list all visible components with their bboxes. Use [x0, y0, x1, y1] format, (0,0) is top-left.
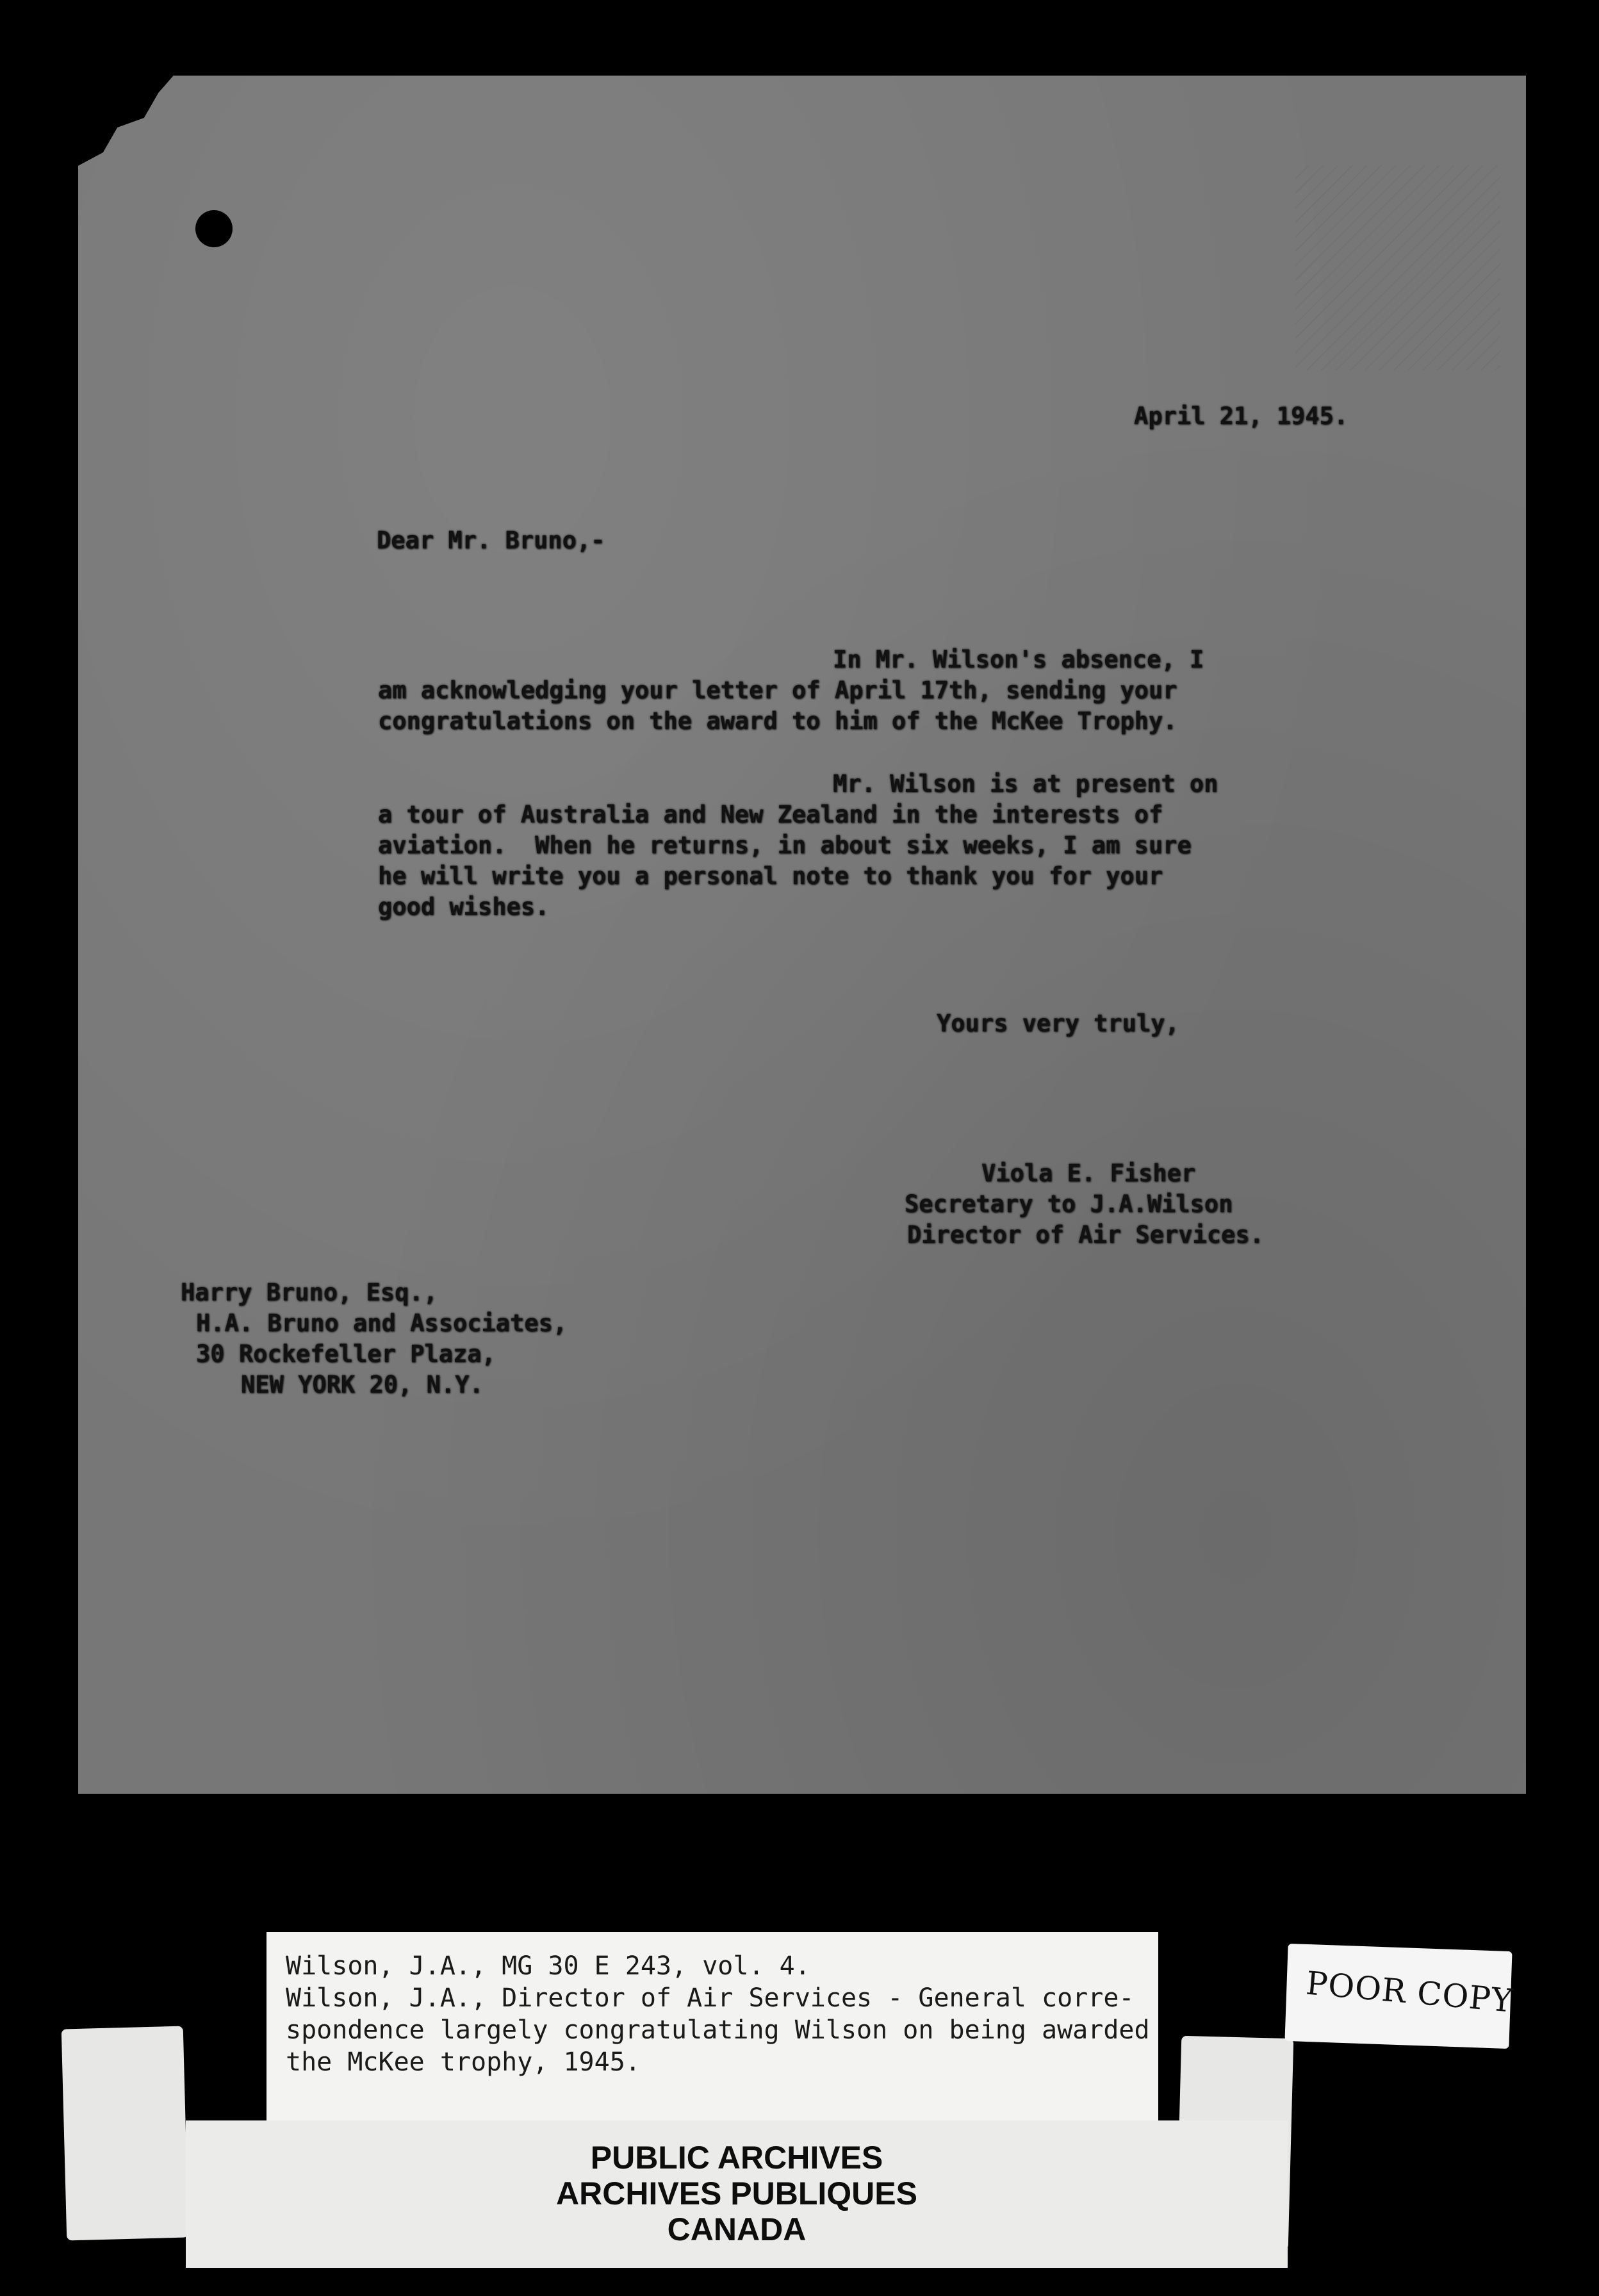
- letter-page: [78, 76, 1526, 1794]
- paragraph-line: a tour of Australia and New Zealand in the interests of: [378, 801, 1163, 828]
- paragraph-line: am acknowledging your letter of April 17th, sending your: [378, 676, 1177, 704]
- paragraph-line: good wishes.: [378, 893, 550, 921]
- paragraph-line: In Mr. Wilson's absence, I: [833, 646, 1204, 673]
- catalog-card: [266, 1932, 1158, 2150]
- letter-closing: Yours very truly,: [937, 1010, 1179, 1037]
- left-clip: [62, 2026, 189, 2241]
- poor-copy-text: POOR COPY: [1304, 1964, 1515, 2020]
- poor-copy-note: [1284, 1944, 1515, 2049]
- address-line: H.A. Bruno and Associates,: [196, 1309, 568, 1337]
- paragraph-line: congratulations on the award to him of the McKee Trophy.: [378, 707, 1177, 735]
- letter-date: April 21, 1945.: [1134, 402, 1349, 430]
- signature-department: Director of Air Services.: [907, 1221, 1264, 1249]
- stamp-line: PUBLIC ARCHIVES: [590, 2140, 883, 2176]
- punch-hole: [195, 210, 233, 247]
- address-line: 30 Rockefeller Plaza,: [196, 1340, 496, 1368]
- address-line: NEW YORK 20, N.Y.: [241, 1371, 484, 1398]
- letter-paragraph-1: [378, 644, 1384, 737]
- catalog-line: spondence largely congratulating Wilson on being awarded: [286, 2015, 1150, 2045]
- signature-name: Viola E. Fisher: [981, 1160, 1196, 1187]
- catalog-line: Wilson, J.A., MG 30 E 243, vol. 4.: [286, 1951, 810, 1981]
- catalog-line: the McKee trophy, 1945.: [286, 2047, 641, 2077]
- paragraph-line: Mr. Wilson is at present on: [833, 770, 1218, 798]
- stamp-line: CANADA: [667, 2211, 807, 2247]
- archive-stamp: [186, 2120, 1288, 2268]
- letter-salutation: Dear Mr. Bruno,-: [377, 527, 605, 554]
- letter-paragraph-2: [378, 769, 1384, 922]
- paragraph-line: he will write you a personal note to thank you for your: [378, 862, 1163, 890]
- stamp-line: ARCHIVES PUBLIQUES: [556, 2176, 917, 2211]
- address-line: Harry Bruno, Esq.,: [181, 1279, 438, 1306]
- torn-corner: [74, 72, 177, 168]
- paragraph-line: aviation. When he returns, in about six weeks, I am sure: [378, 832, 1192, 859]
- paper-scratches: [1295, 165, 1500, 370]
- signature-title: Secretary to J.A.Wilson: [905, 1190, 1233, 1218]
- catalog-line: Wilson, J.A., Director of Air Services - General corre-: [286, 1983, 1135, 2013]
